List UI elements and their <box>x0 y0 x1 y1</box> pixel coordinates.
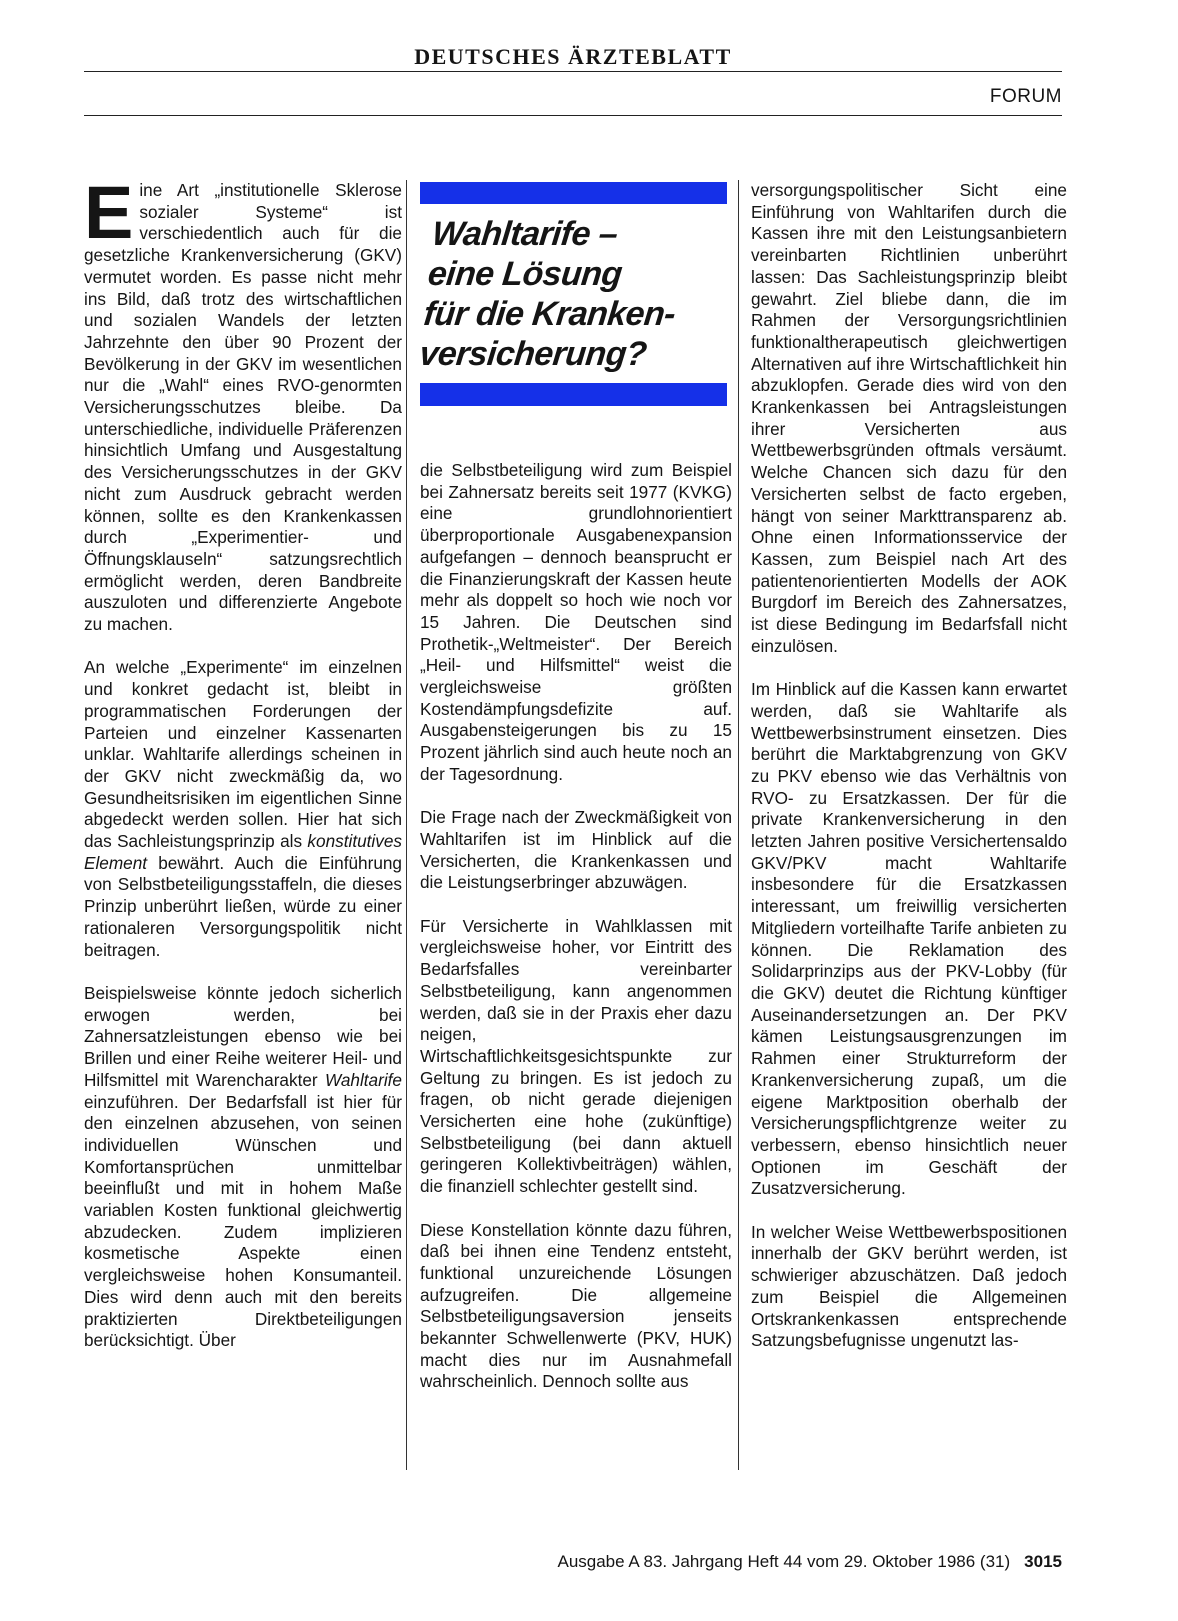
paragraph-text: Beispielsweise könnte jedoch sicherlich erwogen werden, bei Zahnersatzleistungen ebenso wie bei Brillen und einer Reihe weiterer Heil- und Hilfsmittel mit Warencharakter <box>84 982 402 1090</box>
section-label: FORUM <box>989 86 1062 107</box>
masthead-title: DEUTSCHES ÄRZTEBLATT <box>414 44 732 69</box>
paragraph: Diese Konstellation könnte dazu führen, daß bei ihnen eine Tendenz entsteht, funktional unzureichende Lösungen aufzugreifen. Die allgemeine Selbstbeteiligungsaversion jenseits bekannter Schwellenwerte (PKV, HUK) macht dies nur im Ausnahmefall wahrscheinlich. Dennoch sollte aus <box>420 1219 732 1392</box>
paragraph-text: bewährt. Auch die Einführung von Selbstbeteiligungsstaffeln, die dieses Prinzip unberührt ließen, würde zu einer rationaleren Versorgungspolitik nicht beitragen. <box>84 852 402 960</box>
paragraph: Die Frage nach der Zweckmäßigkeit von Wahltarifen ist im Hinblick auf die Versicherten, die Krankenkassen und die Leistungserbringer abzuwägen. <box>420 807 732 893</box>
paragraph: versorgungspolitischer Sicht eine Einführung von Wahltarifen durch die Kassen ihre mit den Leistungsanbietern vereinbarten Richtlinien unberührt lassen: Das Sachleistungsprinzip bleibt gewahrt. Ziel bliebe dann, die im Rahmen der Versorgungsrichtlinien funktionaltherapeutisch gleichwertigen Alternativen auf ihre Wirtschaftlichkeit hin abzuklopfen. Gerade dies wird von den Krankenkassen bei Antragsleistungen ihrer Versicherten aus Wettbewerbsgründen oftmals versäumt. Welche Chancen sich dazu für den Versicherten selbst de facto ergeben, hängt von seiner Markttransparenz ab. Ohne einen Informationsservice der Kassen, zum Beispiel nach Art des patientenorientierten Modells der AOK Burgdorf im Bereich des Zahnersatzes, ist diese Bedingung im Bedarfsfall nicht einzulösen. <box>751 180 1067 656</box>
headline-line: Wahltarife – <box>430 215 620 253</box>
paragraph <box>84 983 402 1352</box>
emphasis-text: konstitutives Element <box>84 831 402 873</box>
headline-line: versicherung? <box>417 335 649 373</box>
issue-info: Ausgabe A 83. Jahrgang Heft 44 vom 29. Oktober 1986 (31) <box>557 1552 1011 1571</box>
paragraph: die Selbstbeteiligung wird zum Beispiel bei Zahnersatz bereits seit 1977 (KVKG) eine grundlohnorientiert überproportionale Ausgabenexpansion aufgefangen – dennoch beansprucht er die Finanzierungskraft der Kassen heute mehr als doppelt so hoch wie noch vor 15 Jahren. Die Deutschen sind Prothetik-„Weltmeister“. Der Bereich „Heil- und Hilfsmittel“ weist die vergleichsweise größten Kostendämpfungsdefizite auf. Ausgabensteigerungen bis zu 15 Prozent jährlich sind auch heute noch an der Tagesordnung. <box>420 460 732 784</box>
paragraph-text: ine Art „institutionelle Sklerose sozialer Systeme“ ist verschiedentlich auch für die gesetzliche Krankenversicherung (GKV) vermutet worden. Es passe nicht mehr ins Bild, daß trotz des wirtschaftlichen und sozialen Wandels der letzten Jahrzehnte den über 90 Prozent der Bevölkerung in der GKV im wesentlichen nur die „Wahl“ eines RVO-genormten Versicherungsschutzes bleibe. Da unterschiedliche, individuelle Präferenzen hinsichtlich Umfang und Ausgestaltung des Versicherungsschutzes in der GKV nicht zum Ausdruck gebracht werden können, sollte es den Krankenkassen durch „Experimentier- und Öffnungsklauseln“ satzungsrechtlich ermöglicht werden, deren Bandbreite auszuloten und differenzierte Angebote zu machen. <box>84 180 402 635</box>
headline-top-bar <box>420 182 727 204</box>
headline-bottom-bar <box>420 383 727 406</box>
headline-line: für die Kranken- <box>421 295 678 333</box>
paragraph: Für Versicherte in Wahlklassen mit vergleichsweise hoher, vor Eintritt des Bedarfsfalles vereinbarter Selbstbeteiligung, kann angenommen werden, daß sie in der Praxis eher dazu neigen, Wirtschaftlichkeitsgesichtspunkte zur Geltung zu bringen. Es ist jedoch zu fragen, ob nicht gerade diejenigen Versicherten eine hohe (zukünftige) Selbstbeteiligung (bei dann aktuell geringeren Kollektivbeiträgen) wählen, die finanziell schlechter gestellt sind. <box>420 915 732 1197</box>
column-divider <box>738 180 739 1470</box>
paragraph-text: einzuführen. Der Bedarfsfall ist hier für den einzelnen abzusehen, von seinen individuellen Wünschen und Komfortansprüchen unmittelbar beeinflußt und mit in hohem Maße variablen Kosten funktional gleichwertig abzudecken. Zudem implizieren kosmetische Aspekte einen vergleichsweise hohen Konsumanteil. Dies wird denn auch mit den bereits praktizierten Direktbeteiligungen berücksichtigt. Über <box>84 1091 402 1351</box>
headline-line: eine Lösung <box>426 255 624 293</box>
header-rule <box>84 115 1062 116</box>
drop-cap: E <box>84 171 134 254</box>
page-footer <box>557 1552 1062 1572</box>
article-headline <box>418 214 745 374</box>
paragraph <box>84 657 402 961</box>
article-column-1 <box>84 171 402 1374</box>
masthead-rule <box>84 71 1062 72</box>
page-number: 3015 <box>1024 1552 1062 1571</box>
column-divider <box>406 180 407 1470</box>
article-column-2 <box>420 460 732 1415</box>
paragraph <box>84 171 402 636</box>
paragraph-text: An welche „Experimente“ im einzelnen und konkret gedacht ist, bleibt in programmatischen Forderungen der Parteien und einzelner Kassenarten unklar. Wahltarife allerdings scheinen in der GKV nicht zweckmäßig da, wo Gesundheitsrisiken im eigentlichen Sinne abgedeckt werden sollen. Hier hat sich das Sachleistungsprinzip als <box>84 657 402 852</box>
paragraph: In welcher Weise Wettbewerbspositionen innerhalb der GKV berührt werden, ist schwieriger abzuschätzen. Daß jedoch zum Beispiel die Allgemeinen Ortskrankenkassen entsprechende Satzungsbefugnisse ungenutzt las- <box>751 1221 1067 1351</box>
emphasis-text: Wahltarife <box>324 1069 402 1090</box>
article-column-3 <box>751 180 1067 1374</box>
paragraph: Im Hinblick auf die Kassen kann erwartet werden, daß sie Wahltarife als Wettbewerbsinstrument einsetzen. Dies berührt die Marktabgrenzung von GKV zu PKV ebenso wie das Verhältnis von RVO- zu Ersatzkassen. Der für die private Krankenversicherung in den letzten Jahren positive Versichertensaldo GKV/PKV macht Wahltarife insbesondere für die Ersatzkassen interessant, um freiwillig versicherten Mitgliedern vorteilhafte Tarife anbieten zu können. Die Reklamation des Solidarprinzips aus der PKV-Lobby (für die GKV) deutet die Richtung künftiger Auseinandersetzungen an. Der PKV kämen Leistungsausgrenzungen im Rahmen einer Strukturreform der Krankenversicherung zupaß, um die eigene Marktposition oberhalb der Versicherungspflichtgrenze weiter zu verbessern, ebenso hinsichtlich neuer Optionen im Geschäft der Zusatzversicherung. <box>751 679 1067 1199</box>
